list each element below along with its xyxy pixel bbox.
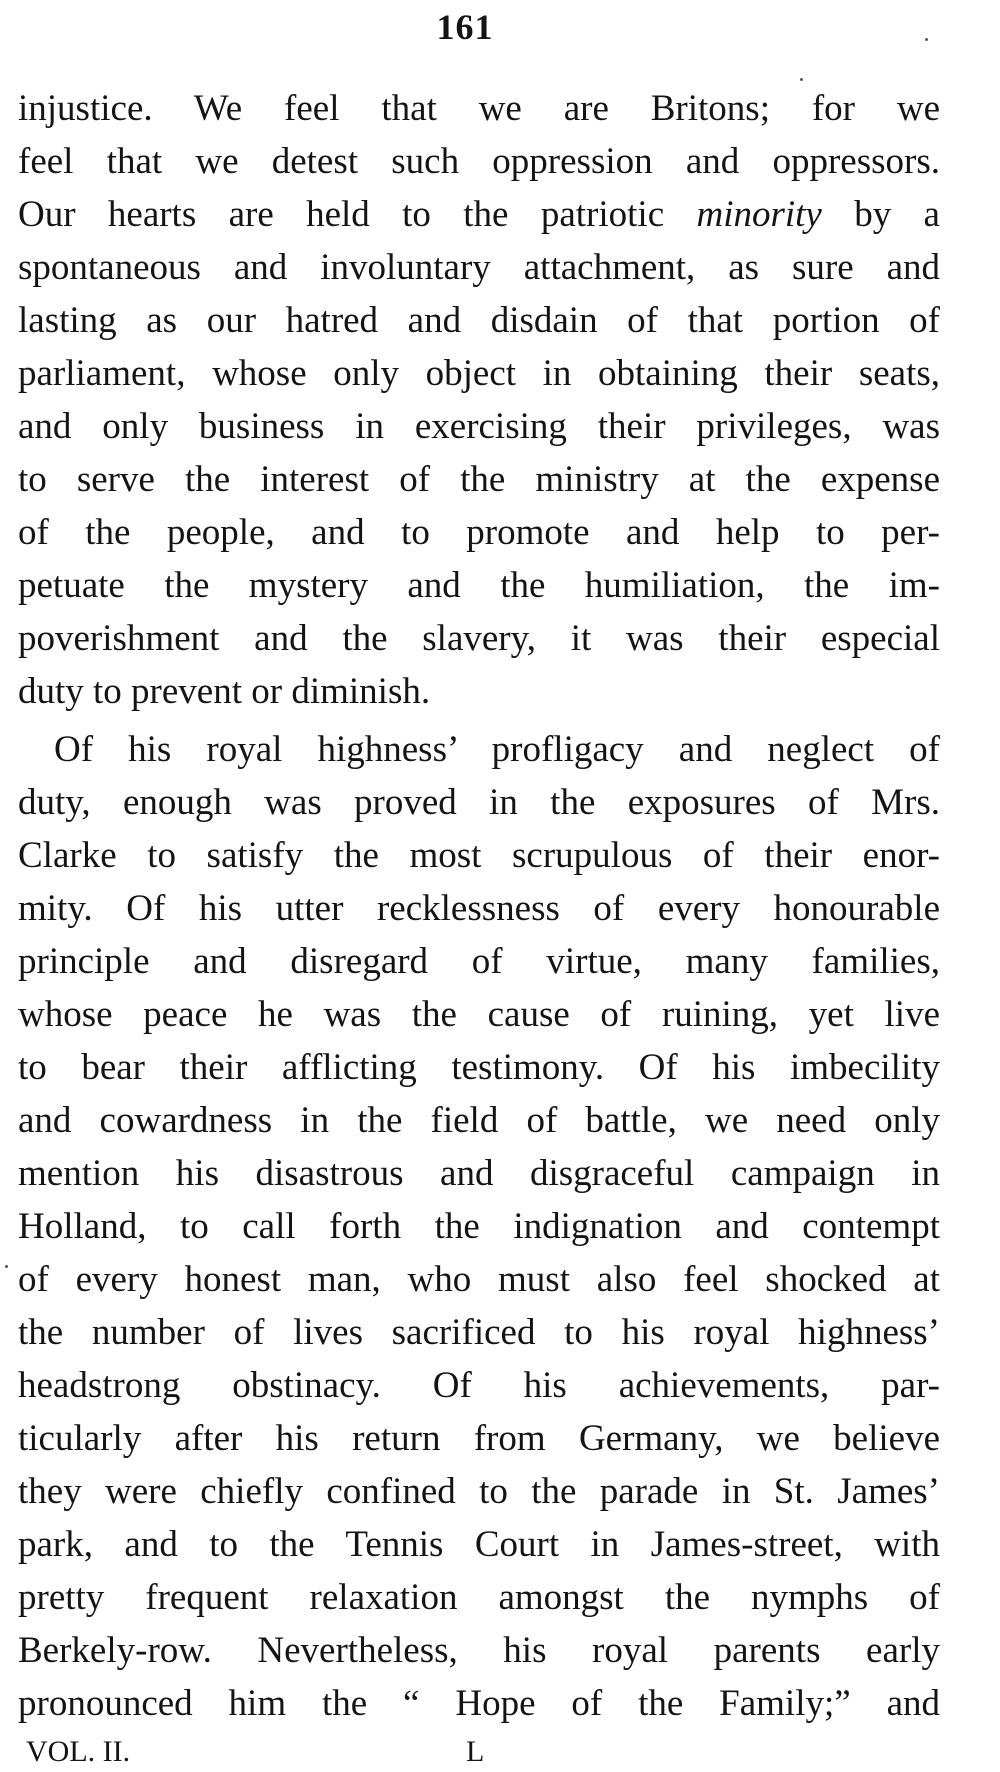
page-number: 161: [436, 7, 494, 47]
text-line: duty to prevent or diminish.: [18, 671, 431, 712]
text-line: whose peace he was the cause of ruining, yet live: [18, 994, 940, 1035]
signature-mark: L: [466, 1735, 485, 1768]
text-line: mity. Of his utter recklessness of every honourable: [18, 888, 940, 929]
text-line: injustice. We feel that we are Britons; for we: [18, 88, 940, 129]
print-speck: [800, 78, 803, 81]
text-line: they were chiefly confined to the parade in St. James’: [18, 1471, 940, 1512]
text-line: pretty frequent relaxation amongst the nymphs of: [18, 1577, 940, 1618]
text-line: Of his royal highness’ profligacy and neglect of: [54, 729, 940, 770]
text-line: principle and disregard of virtue, many families,: [18, 941, 940, 982]
text-line: the number of lives sacrificed to his royal highness’: [18, 1312, 940, 1353]
text-line: headstrong obstinacy. Of his achievements, par-: [18, 1365, 940, 1406]
italic-emphasis: minority: [696, 194, 822, 235]
text-line: spontaneous and involuntary attachment, as sure and: [18, 247, 940, 288]
text-line: of every honest man, who must also feel shocked at: [18, 1259, 940, 1300]
text-line: duty, enough was proved in the exposures of Mrs.: [18, 782, 940, 823]
print-speck: [925, 38, 928, 41]
text-line: feel that we detest such oppression and oppressors.: [18, 141, 940, 182]
text-line: to serve the interest of the ministry at the expense: [18, 459, 940, 500]
paragraph: [18, 723, 940, 1730]
text-line: mention his disastrous and disgraceful campaign in: [18, 1153, 940, 1194]
text-line: lasting as our hatred and disdain of that portion of: [18, 300, 940, 341]
text-line: ticularly after his return from Germany, we believe: [18, 1418, 940, 1459]
volume-mark: VOL. II.: [26, 1735, 131, 1768]
text-line: Holland, to call forth the indignation and contempt: [18, 1206, 940, 1247]
body-text: [18, 82, 940, 1730]
text-line: Berkely-row. Nevertheless, his royal parents early: [18, 1630, 940, 1671]
page-footer: [26, 1732, 926, 1768]
text-line: of the people, and to promote and help to per-: [18, 512, 940, 553]
text-line: pronounced him the “ Hope of the Family;” and: [18, 1683, 940, 1724]
text-line: to bear their afflicting testimony. Of his imbecility: [18, 1047, 940, 1088]
text-line: poverishment and the slavery, it was their especial: [18, 618, 940, 659]
text-line: and only business in exercising their privileges, was: [18, 406, 940, 447]
text-line: Our hearts are held to the patriotic minority by a: [18, 194, 940, 235]
text-line: park, and to the Tennis Court in James-street, with: [18, 1524, 940, 1565]
text-line: petuate the mystery and the humiliation, the im-: [18, 565, 940, 606]
text-line: and cowardness in the field of battle, we need only: [18, 1100, 940, 1141]
text-line: Clarke to satisfy the most scrupulous of their enor-: [18, 835, 940, 876]
print-speck: [5, 1265, 8, 1268]
paragraph: [18, 82, 940, 718]
text-line: parliament, whose only object in obtaining their seats,: [18, 353, 940, 394]
